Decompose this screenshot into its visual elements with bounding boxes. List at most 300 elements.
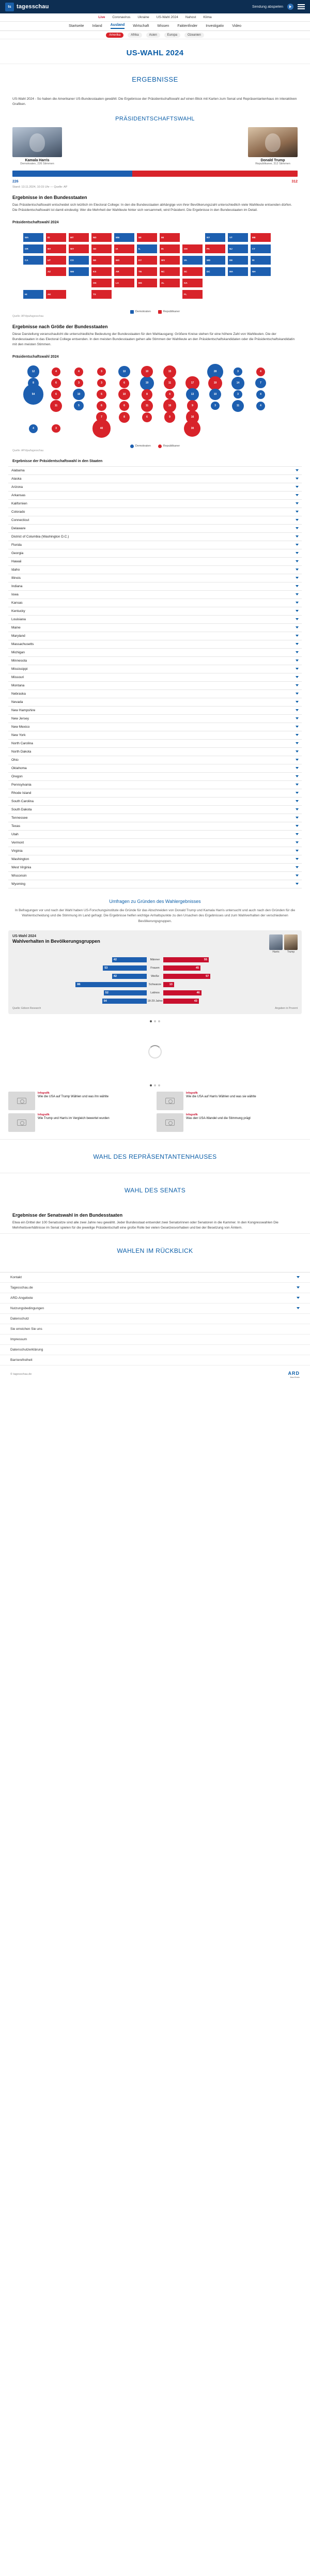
- state-accordion-row[interactable]: [8, 839, 302, 847]
- chevron-down-icon[interactable]: [296, 593, 299, 595]
- map-bubble-ne[interactable]: 5: [97, 390, 106, 399]
- state-accordion-label: Minnesota: [11, 658, 27, 663]
- electoral-map-choropleth[interactable]: [8, 228, 302, 306]
- map-bubble-ia[interactable]: 6: [119, 378, 129, 388]
- play-broadcast-label[interactable]: Sendung abspielen: [252, 5, 283, 9]
- map-state-sc[interactable]: [182, 267, 203, 277]
- state-accordion-row[interactable]: [8, 698, 302, 707]
- map-state-mi[interactable]: [159, 233, 180, 242]
- nav-item-investigativ[interactable]: Investigativ: [206, 24, 224, 28]
- state-accordion-row[interactable]: [8, 657, 302, 665]
- map-state-ky[interactable]: [136, 255, 158, 265]
- legend2-dem: [130, 444, 151, 448]
- tag-europa[interactable]: Europa: [164, 33, 180, 38]
- map-state-label: NE: [93, 258, 97, 262]
- chevron-down-icon[interactable]: [296, 858, 299, 860]
- map-state-tn[interactable]: [136, 267, 158, 277]
- chevron-down-icon[interactable]: [296, 626, 299, 628]
- map-bubble-id[interactable]: 4: [52, 367, 60, 376]
- chart-bar-trump: [163, 957, 209, 962]
- map-state-hi[interactable]: [23, 289, 44, 299]
- map-bubble-ct[interactable]: 7: [255, 378, 266, 388]
- state-accordion-label: South Carolina: [11, 799, 34, 803]
- chevron-down-icon[interactable]: [296, 535, 299, 538]
- state-accordion-row[interactable]: [8, 740, 302, 748]
- state-accordion-row[interactable]: [8, 789, 302, 798]
- map-state-sd[interactable]: [91, 244, 112, 254]
- state-accordion-row[interactable]: [8, 591, 302, 599]
- chevron-down-icon[interactable]: [296, 469, 299, 471]
- subnav-item-4[interactable]: Klima: [203, 16, 212, 19]
- tag-asien[interactable]: Asien: [146, 33, 160, 38]
- footer-link-label: Datenschutzerklärung: [10, 1347, 43, 1352]
- chevron-down-icon[interactable]: [296, 478, 299, 480]
- map-state-me[interactable]: [250, 233, 271, 242]
- chevron-down-icon[interactable]: [296, 660, 299, 662]
- state-accordion-label: Maine: [11, 625, 21, 630]
- map-state-or[interactable]: [23, 244, 44, 254]
- chart-category-label: Weiße: [151, 975, 159, 978]
- chevron-down-icon[interactable]: [296, 808, 299, 810]
- footer-link-label: Impressum: [10, 1337, 27, 1341]
- state-accordion-row[interactable]: [8, 723, 302, 731]
- map-state-ks[interactable]: [91, 267, 112, 277]
- chevron-down-icon[interactable]: [296, 850, 299, 852]
- chevron-down-icon[interactable]: [296, 676, 299, 678]
- state-accordion-row[interactable]: [8, 558, 302, 566]
- state-accordion-row[interactable]: [8, 582, 302, 591]
- map-state-ny[interactable]: [205, 233, 226, 242]
- map-state-nj[interactable]: [227, 244, 249, 254]
- carousel-dot-1[interactable]: [154, 1020, 156, 1022]
- chevron-down-icon[interactable]: [296, 693, 299, 695]
- chevron-down-icon[interactable]: [296, 709, 299, 711]
- map-state-ms[interactable]: [136, 278, 158, 288]
- footer-link-label: Datenschutz: [10, 1316, 29, 1321]
- map-state-dc[interactable]: [205, 267, 226, 277]
- map-bubble-nh[interactable]: 4: [256, 402, 265, 410]
- map-bubble-ny[interactable]: 28: [207, 364, 223, 380]
- state-accordion-row[interactable]: [8, 814, 302, 822]
- carousel-dots-2[interactable]: [0, 1080, 310, 1087]
- map-bubble-ga[interactable]: 16: [186, 410, 199, 424]
- map-bubble-or[interactable]: 8: [28, 378, 39, 389]
- state-accordion-row[interactable]: [8, 781, 302, 789]
- map-bubble-ca[interactable]: 54: [23, 384, 44, 405]
- map-state-ak[interactable]: [45, 289, 67, 299]
- map-bubble-dc[interactable]: 3: [211, 402, 219, 410]
- map-bubble-ak[interactable]: 3: [52, 424, 60, 433]
- state-accordion-row[interactable]: [8, 872, 302, 880]
- map-bubble-il[interactable]: 19: [140, 376, 154, 390]
- map-bubble-vt[interactable]: 3: [234, 367, 242, 376]
- state-accordion-row[interactable]: [8, 549, 302, 558]
- state-accordion-row[interactable]: [8, 831, 302, 839]
- survey-card-footer: [12, 1007, 298, 1010]
- chevron-down-icon[interactable]: [296, 618, 299, 620]
- state-accordion-row[interactable]: [8, 756, 302, 764]
- state-accordion-row[interactable]: [8, 632, 302, 640]
- state-accordion-row[interactable]: [8, 525, 302, 533]
- chevron-down-icon[interactable]: [296, 494, 299, 496]
- state-accordion-row[interactable]: [8, 533, 302, 541]
- nav-item-inland[interactable]: Inland: [92, 24, 102, 28]
- chevron-down-icon[interactable]: [296, 577, 299, 579]
- map-state-label: WY: [70, 247, 74, 250]
- map-state-nm[interactable]: [68, 267, 89, 277]
- map-state-id[interactable]: [45, 233, 67, 242]
- legend2-swatch-rep: [158, 444, 162, 448]
- nav-item-ausland[interactable]: Ausland: [111, 23, 125, 29]
- tag-ozeanien[interactable]: Ozeanien: [184, 33, 204, 38]
- nav-item-wissen[interactable]: Wissen: [157, 24, 169, 28]
- chart-value-trump: 46: [196, 991, 200, 995]
- map-state-vt[interactable]: [227, 233, 249, 242]
- teaser-item[interactable]: [157, 1113, 302, 1132]
- map-bubble-wv[interactable]: 4: [165, 390, 174, 399]
- electoral-map-bubbles[interactable]: [8, 363, 302, 440]
- subnav-item-3[interactable]: Nahost: [185, 16, 196, 19]
- map-bubble-tn[interactable]: 11: [141, 400, 153, 412]
- map-bubble-md[interactable]: 10: [209, 389, 221, 400]
- map-state-md[interactable]: [205, 255, 226, 265]
- chevron-down-icon[interactable]: [296, 552, 299, 554]
- map-state-label: TN: [138, 270, 142, 273]
- chart-value-harris: 86: [77, 983, 81, 987]
- map-state-ne[interactable]: [91, 255, 112, 265]
- chevron-down-icon[interactable]: [296, 750, 299, 753]
- map-bubble-sc[interactable]: 9: [187, 400, 198, 411]
- map-state-de[interactable]: [227, 255, 249, 265]
- nav-item-faktenfinder[interactable]: Faktenfinder: [177, 24, 198, 28]
- tag-amerika[interactable]: Amerika: [106, 33, 123, 38]
- map-bubble-nc[interactable]: 16: [163, 399, 177, 412]
- state-accordion-row[interactable]: [8, 566, 302, 574]
- chevron-down-icon[interactable]: [296, 775, 299, 777]
- map-bubble-ma[interactable]: 11: [232, 400, 244, 412]
- state-accordion-row[interactable]: [8, 731, 302, 740]
- map-bubble-ut[interactable]: 6: [51, 390, 61, 400]
- teaser-item[interactable]: [157, 1092, 302, 1110]
- nav-item-wirtschaft[interactable]: Wirtschaft: [133, 24, 149, 28]
- main-nav: [0, 22, 310, 31]
- chevron-down-icon[interactable]: [296, 792, 299, 794]
- chevron-down-icon[interactable]: [296, 635, 299, 637]
- state-accordion-row[interactable]: [8, 665, 302, 673]
- state-accordion-row[interactable]: [8, 847, 302, 855]
- map-bubble-va[interactable]: 13: [186, 388, 198, 401]
- map-state-label: IL: [138, 247, 141, 250]
- chart-bar-harris: [112, 974, 147, 979]
- carousel2-dot-0[interactable]: [150, 1084, 152, 1086]
- chart-bar-trump-wrap: [163, 974, 298, 979]
- chevron-down-icon[interactable]: [296, 800, 299, 802]
- map-bubble-mt[interactable]: 4: [74, 367, 83, 376]
- state-accordion-row[interactable]: [8, 855, 302, 864]
- state-accordion-row[interactable]: [8, 690, 302, 698]
- map-bubble-tx[interactable]: 40: [92, 419, 111, 438]
- map-state-label: WI: [138, 236, 142, 239]
- state-accordion-row[interactable]: [8, 773, 302, 781]
- map-bubble-co[interactable]: 10: [73, 389, 84, 400]
- subnav-item-0[interactable]: Coronavirus: [112, 16, 131, 19]
- state-accordion-row[interactable]: [8, 607, 302, 616]
- map-state-la[interactable]: [114, 278, 135, 288]
- state-accordion-row[interactable]: [8, 616, 302, 624]
- map-state-wa[interactable]: [23, 233, 44, 242]
- map-bubble-ok[interactable]: 7: [96, 412, 106, 422]
- map-state-pa[interactable]: [205, 244, 226, 254]
- map-state-ct[interactable]: [250, 244, 271, 254]
- map-bubble-al[interactable]: 9: [164, 411, 176, 423]
- chevron-down-icon[interactable]: [296, 883, 299, 885]
- chevron-down-icon[interactable]: [296, 717, 299, 719]
- explainer-size-text: Diese Darstellung veranschaulicht die unterschiedliche Bedeutung der Bundesstaaten für den Wahlausgang: Größere Kreise stehen für eine höhere Zahl von Wahlleuten. Die der Bundesstaaten in das Electoral College entsenden. In den meisten Bundesstaaten gehen alle Stimmen der Wahlleute an den Präsidentschaftskandidaten oder die Präsidentschaftskandidatin mit den meisten Stimmen.: [12, 332, 295, 347]
- chevron-down-icon[interactable]: [296, 502, 299, 504]
- map-state-ca[interactable]: [23, 255, 44, 265]
- state-accordion-row[interactable]: [8, 599, 302, 607]
- map-state-label: NJ: [229, 247, 233, 250]
- map-state-label: KY: [138, 258, 142, 262]
- map-state-nc[interactable]: [159, 267, 180, 277]
- map-state-il[interactable]: [136, 244, 158, 254]
- map-bubble-mi[interactable]: 15: [163, 365, 176, 378]
- state-accordion-label: Delaware: [11, 526, 26, 530]
- chart-category-label: 18-29 Jahre: [147, 1000, 163, 1003]
- teaser-item[interactable]: [8, 1113, 153, 1132]
- survey-card-titles: [12, 934, 100, 944]
- map-state-label: AR: [116, 270, 119, 273]
- footer-link[interactable]: [0, 1345, 310, 1355]
- chevron-down-icon[interactable]: [296, 560, 299, 562]
- map-state-va[interactable]: [182, 255, 203, 265]
- state-accordion-row[interactable]: [8, 673, 302, 682]
- chevron-down-icon[interactable]: [296, 585, 299, 587]
- map-bubble-ky[interactable]: 8: [142, 389, 152, 400]
- map-bubble-nv[interactable]: 6: [51, 378, 61, 388]
- chevron-down-icon[interactable]: [296, 569, 299, 571]
- subnav-item-2[interactable]: US-Wahl 2024: [156, 16, 178, 19]
- map-state-al[interactable]: [159, 278, 180, 288]
- map-state-in[interactable]: [159, 244, 180, 254]
- carousel2-dot-2[interactable]: [158, 1084, 160, 1086]
- state-accordion-row[interactable]: [8, 492, 302, 500]
- state-accordion-row[interactable]: [8, 574, 302, 582]
- map-state-wv[interactable]: [159, 255, 180, 265]
- footer-link[interactable]: [0, 1293, 310, 1304]
- state-accordion-row[interactable]: [8, 640, 302, 649]
- map-state-tx[interactable]: [91, 289, 112, 299]
- chevron-down-icon[interactable]: [296, 825, 299, 827]
- state-accordion-row[interactable]: [8, 649, 302, 657]
- chevron-down-icon[interactable]: [296, 841, 299, 844]
- map-state-nd[interactable]: [91, 233, 112, 242]
- map-bubble-nm[interactable]: 5: [74, 401, 83, 410]
- copyright: © tagesschau.de: [10, 1373, 32, 1376]
- map-bubble-mo[interactable]: 10: [118, 389, 130, 400]
- state-accordion-label: Indiana: [11, 584, 23, 588]
- state-accordion-row[interactable]: [8, 864, 302, 872]
- chevron-down-icon[interactable]: [296, 866, 299, 868]
- play-icon[interactable]: [287, 4, 293, 10]
- map-state-mt[interactable]: [68, 233, 89, 242]
- map-state-az[interactable]: [45, 267, 67, 277]
- state-accordion-label: Colorado: [11, 510, 25, 514]
- chevron-down-icon[interactable]: [296, 651, 299, 653]
- chart-row: [12, 973, 298, 980]
- chevron-down-icon[interactable]: [296, 643, 299, 645]
- state-accordion-row[interactable]: [8, 806, 302, 814]
- chevron-down-icon[interactable]: [296, 875, 299, 877]
- chevron-down-icon[interactable]: [296, 684, 299, 686]
- footer-link[interactable]: [0, 1324, 310, 1335]
- map-bubble-ks[interactable]: 6: [97, 401, 106, 411]
- state-accordion-row[interactable]: [8, 682, 302, 690]
- footer-link[interactable]: [0, 1355, 310, 1366]
- map-state-label: SD: [93, 247, 97, 250]
- chevron-down-icon[interactable]: [296, 701, 299, 703]
- carousel2-dot-1[interactable]: [154, 1084, 156, 1086]
- map-bubble-wi[interactable]: 10: [141, 366, 152, 377]
- footer-link[interactable]: [0, 1314, 310, 1324]
- map-bubble-az[interactable]: 11: [50, 400, 62, 412]
- state-accordion-row[interactable]: [8, 624, 302, 632]
- map-bubble-de[interactable]: 3: [234, 390, 242, 398]
- state-accordion-row[interactable]: [8, 880, 302, 888]
- state-accordion-row[interactable]: [8, 748, 302, 756]
- map-state-ar[interactable]: [114, 267, 135, 277]
- tag-afrika[interactable]: Afrika: [128, 33, 142, 38]
- map-state-label: TX: [93, 293, 96, 296]
- teaser-kicker: Infografik: [38, 1113, 50, 1116]
- map-bubble-fl[interactable]: 30: [184, 420, 200, 437]
- survey-chart-card[interactable]: [8, 930, 302, 1014]
- map-bubble-in[interactable]: 11: [164, 377, 176, 389]
- map-state-wy[interactable]: [68, 244, 89, 254]
- map-bubble-pa[interactable]: 19: [208, 376, 222, 390]
- survey-face-photo-trump: [284, 934, 298, 950]
- state-accordion-row[interactable]: [8, 822, 302, 831]
- footer-link[interactable]: [0, 1335, 310, 1345]
- chevron-down-icon[interactable]: [296, 726, 299, 728]
- nav-item-video[interactable]: Video: [232, 24, 242, 28]
- teaser-thumb: [8, 1113, 35, 1132]
- map-bubble-ar[interactable]: 6: [119, 401, 129, 411]
- map-bubble-me[interactable]: 4: [256, 367, 265, 376]
- map-bubble-wy[interactable]: 3: [74, 379, 83, 387]
- chevron-down-icon[interactable]: [296, 833, 299, 835]
- map-bubble-oh[interactable]: 17: [185, 376, 199, 390]
- live-badge[interactable]: Live: [98, 16, 105, 19]
- state-accordion-row[interactable]: [8, 500, 302, 508]
- state-accordion-row[interactable]: [8, 467, 302, 475]
- map-bubble-wa[interactable]: 12: [27, 365, 40, 378]
- map2-source: Quelle: AP/dpa/tagesschau: [12, 449, 44, 452]
- chevron-down-icon[interactable]: [296, 511, 299, 513]
- survey-chart-rows: [12, 957, 298, 1005]
- map-state-ut[interactable]: [45, 255, 67, 265]
- state-accordion-row[interactable]: [8, 508, 302, 516]
- chevron-down-icon[interactable]: [296, 668, 299, 670]
- state-accordion-row[interactable]: [8, 541, 302, 549]
- chevron-down-icon[interactable]: [296, 486, 299, 488]
- state-accordion-row[interactable]: [8, 475, 302, 483]
- chevron-down-icon[interactable]: [296, 767, 299, 769]
- map-state-co[interactable]: [68, 255, 89, 265]
- ard-logo-label: ARD: [288, 1370, 300, 1376]
- map-state-label: MS: [138, 281, 142, 284]
- state-accordion-row[interactable]: [8, 715, 302, 723]
- map-bubble-ms[interactable]: 6: [142, 412, 152, 422]
- map-bubble-sd[interactable]: 3: [97, 379, 105, 387]
- chevron-down-icon[interactable]: [296, 734, 299, 736]
- state-accordion-row[interactable]: [8, 483, 302, 492]
- map-bubble-mn[interactable]: 10: [118, 366, 130, 377]
- chevron-down-icon[interactable]: [296, 519, 299, 521]
- chevron-down-icon[interactable]: [296, 784, 299, 786]
- teaser-title: Wie die USA auf Trump Wählen und was ihn wählte: [38, 1095, 109, 1098]
- map-state-label: SC: [184, 270, 188, 273]
- survey-card-kicker: US-Wahl 2024: [12, 934, 37, 938]
- chevron-down-icon[interactable]: [296, 527, 299, 529]
- map-state-ga[interactable]: [182, 278, 203, 288]
- subnav-item-1[interactable]: Ukraine: [137, 16, 149, 19]
- teaser-item[interactable]: [8, 1092, 153, 1110]
- map-bubble-ri[interactable]: 4: [256, 390, 265, 399]
- chevron-down-icon[interactable]: [296, 759, 299, 761]
- map-state-fl[interactable]: [182, 289, 203, 299]
- carousel-dots-1[interactable]: [0, 1016, 310, 1023]
- carousel-dot-2[interactable]: [158, 1020, 160, 1022]
- state-accordion-row[interactable]: [8, 707, 302, 715]
- map-state-ma[interactable]: [227, 267, 249, 277]
- state-accordion-row[interactable]: [8, 516, 302, 525]
- map-bubble-nj[interactable]: 14: [231, 377, 244, 390]
- footer-link[interactable]: [0, 1304, 310, 1314]
- map-state-ok[interactable]: [91, 278, 112, 288]
- map-state-oh[interactable]: [182, 244, 203, 254]
- chevron-down-icon[interactable]: [296, 610, 299, 612]
- map-state-nv[interactable]: [45, 244, 67, 254]
- map-state-nh[interactable]: [250, 267, 271, 277]
- map-bubble-la[interactable]: 8: [119, 412, 130, 423]
- map-state-mo[interactable]: [114, 255, 135, 265]
- map-state-label: OK: [93, 281, 97, 284]
- carousel-dot-0[interactable]: [150, 1020, 152, 1022]
- camera-icon: [165, 1120, 175, 1126]
- chevron-down-icon[interactable]: [296, 602, 299, 604]
- nav-item-startseite[interactable]: Startseite: [68, 24, 84, 28]
- chevron-down-icon[interactable]: [296, 544, 299, 546]
- map-state-ia[interactable]: [114, 244, 135, 254]
- footer-link[interactable]: [0, 1283, 310, 1293]
- map-bubble-nd[interactable]: 3: [97, 367, 105, 376]
- map-state-label: FL: [184, 293, 187, 296]
- state-accordion-row[interactable]: [8, 798, 302, 806]
- chevron-down-icon[interactable]: [296, 817, 299, 819]
- brand-logo-group[interactable]: [5, 3, 49, 11]
- map-state-wi[interactable]: [136, 233, 158, 242]
- chevron-down-icon[interactable]: [296, 742, 299, 744]
- menu-icon[interactable]: [298, 4, 305, 9]
- footer-link-label: Barrierefreiheit: [10, 1358, 33, 1362]
- map-bubble-hi[interactable]: 4: [29, 424, 38, 433]
- footer-link[interactable]: [0, 1272, 310, 1283]
- map-state-mn[interactable]: [114, 233, 135, 242]
- state-accordion-label: Texas: [11, 824, 20, 828]
- map-state-ri[interactable]: [250, 255, 271, 265]
- state-accordion-row[interactable]: [8, 764, 302, 773]
